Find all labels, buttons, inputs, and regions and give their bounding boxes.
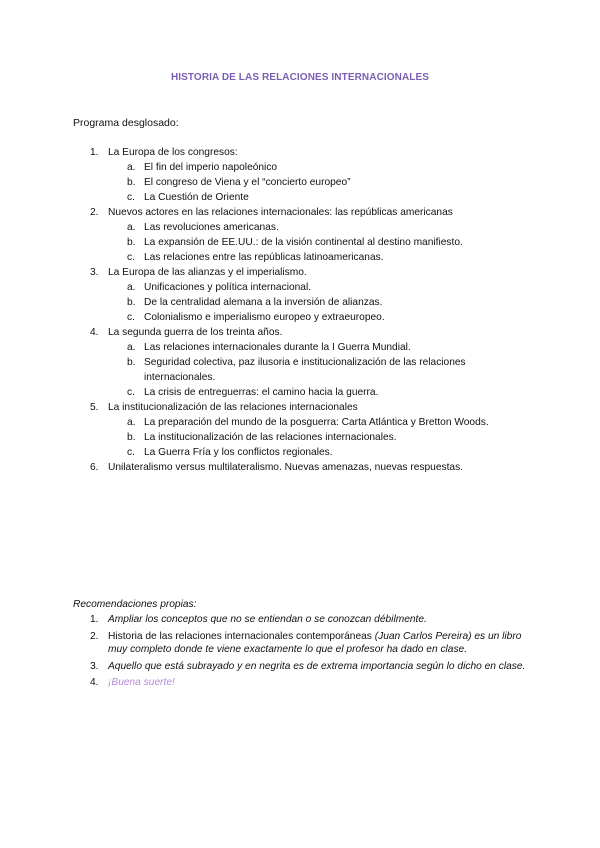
section-title: La Europa de los congresos: — [108, 147, 238, 158]
subitem-letter: a. — [127, 222, 136, 233]
subitem-letter: c. — [127, 387, 135, 398]
section-number: 5. — [90, 402, 99, 413]
subitem — [0, 295, 600, 310]
subitem — [0, 430, 600, 445]
subitem-letter: a. — [127, 417, 136, 428]
section-6 — [0, 460, 600, 475]
recommendation-item — [0, 613, 600, 627]
subitem — [0, 190, 600, 205]
book-title: Historia de las relaciones internacionales contemporáneas — [108, 630, 375, 642]
document-title: HISTORIA DE LAS RELACIONES INTERNACIONALES — [170, 72, 430, 83]
subitem — [0, 160, 600, 175]
subitem-text: La Cuestión de Oriente — [144, 192, 249, 203]
subitem-text: El congreso de Viena y el “concierto europeo” — [144, 177, 351, 188]
subitem — [0, 280, 600, 295]
recommendation-item — [0, 630, 600, 657]
section-5 — [0, 400, 600, 460]
subitem — [0, 445, 600, 460]
subitem-text: El fin del imperio napoleónico — [144, 162, 278, 173]
recommendation-item — [0, 660, 600, 674]
subitem-text: La preparación del mundo de la posguerra: Carta Atlántica y Bretton Woods. — [144, 417, 489, 428]
subitem — [0, 415, 600, 430]
subitem-letter: b. — [127, 237, 136, 248]
section-4 — [0, 325, 600, 400]
section-title: La segunda guerra de los treinta años. — [108, 327, 283, 338]
subitem-letter: c. — [127, 252, 135, 263]
subitem-text: Seguridad colectiva, paz ilusoria e institucionalización de las relaciones internacionales. — [144, 357, 466, 383]
subitem-letter: b. — [127, 297, 136, 308]
section-title: La Europa de las alianzas y el imperialismo. — [108, 267, 307, 278]
subitem-letter: b. — [127, 432, 136, 443]
recommendation-number: 3. — [90, 660, 99, 672]
section-number: 1. — [90, 147, 99, 158]
good-luck-text: ¡Buena suerte! — [108, 677, 175, 688]
subitem-text: Las relaciones internacionales durante la I Guerra Mundial. — [144, 342, 411, 353]
section-number: 6. — [90, 462, 99, 473]
subitem-text: La crisis de entreguerras: el camino hacia la guerra. — [144, 387, 379, 398]
subitem-letter: c. — [127, 312, 135, 323]
recommendation-text — [108, 630, 528, 657]
recommendation-number: 2. — [90, 630, 99, 642]
program-outline — [0, 145, 600, 475]
subitem-letter: b. — [127, 177, 136, 188]
section-number: 2. — [90, 207, 99, 218]
subitem-text: Las relaciones entre las repúblicas latinoamericanas. — [144, 252, 384, 263]
recommendation-item — [0, 676, 600, 690]
section-1 — [0, 145, 600, 205]
section-title: La institucionalización de las relaciones internacionales — [108, 402, 358, 413]
recommendations-heading: Recomendaciones propias: — [73, 599, 197, 610]
recommendation-number: 1. — [90, 614, 99, 625]
book-description: es un libro muy completo donde te viene exactamente lo que el profesor ha dado en clase. — [108, 630, 522, 655]
section-title: Nuevos actores en las relaciones internacionales: las repúblicas americanas — [108, 207, 453, 218]
subitem-text: Las revoluciones americanas. — [144, 222, 279, 233]
subitem-letter: c. — [127, 192, 135, 203]
subitem — [0, 235, 600, 250]
subitem — [0, 310, 600, 325]
subitem-letter: a. — [127, 162, 136, 173]
subitem-text: La expansión de EE.UU.: de la visión continental al destino manifiesto. — [144, 237, 463, 248]
section-3 — [0, 265, 600, 325]
section-2 — [0, 205, 600, 265]
recommendation-number: 4. — [90, 677, 99, 688]
section-number: 4. — [90, 327, 99, 338]
recommendation-text: Ampliar los conceptos que no se entiendan o se conozcan débilmente. — [108, 614, 427, 625]
subitem — [0, 385, 600, 400]
subitem-letter: c. — [127, 447, 135, 458]
subitem — [0, 250, 600, 265]
subitem-letter: b. — [127, 357, 136, 368]
subitem — [0, 220, 600, 235]
subitem — [0, 340, 600, 355]
program-intro: Programa desglosado: — [73, 117, 179, 129]
subitem-text: La Guerra Fría y los conflictos regionales. — [144, 447, 333, 458]
subitem-text: Unificaciones y política internacional. — [144, 282, 312, 293]
recommendations-list — [0, 613, 600, 693]
subitem — [0, 175, 600, 190]
section-title: Unilateralismo versus multilateralismo. Nuevas amenazas, nuevas respuestas. — [108, 462, 464, 473]
subitem-text: De la centralidad alemana a la inversión de alianzas. — [144, 297, 383, 308]
subitem — [0, 355, 600, 385]
book-author: (Juan Carlos Pereira) — [374, 630, 472, 642]
section-number: 3. — [90, 267, 99, 278]
subitem-letter: a. — [127, 342, 136, 353]
recommendation-text: Aquello que está subrayado y en negrita es de extrema importancia según lo dicho en clase. — [108, 660, 526, 672]
subitem-text: La institucionalización de las relaciones internacionales. — [144, 432, 397, 443]
subitem-letter: a. — [127, 282, 136, 293]
subitem-text: Colonialismo e imperialismo europeo y extraeuropeo. — [144, 312, 385, 323]
